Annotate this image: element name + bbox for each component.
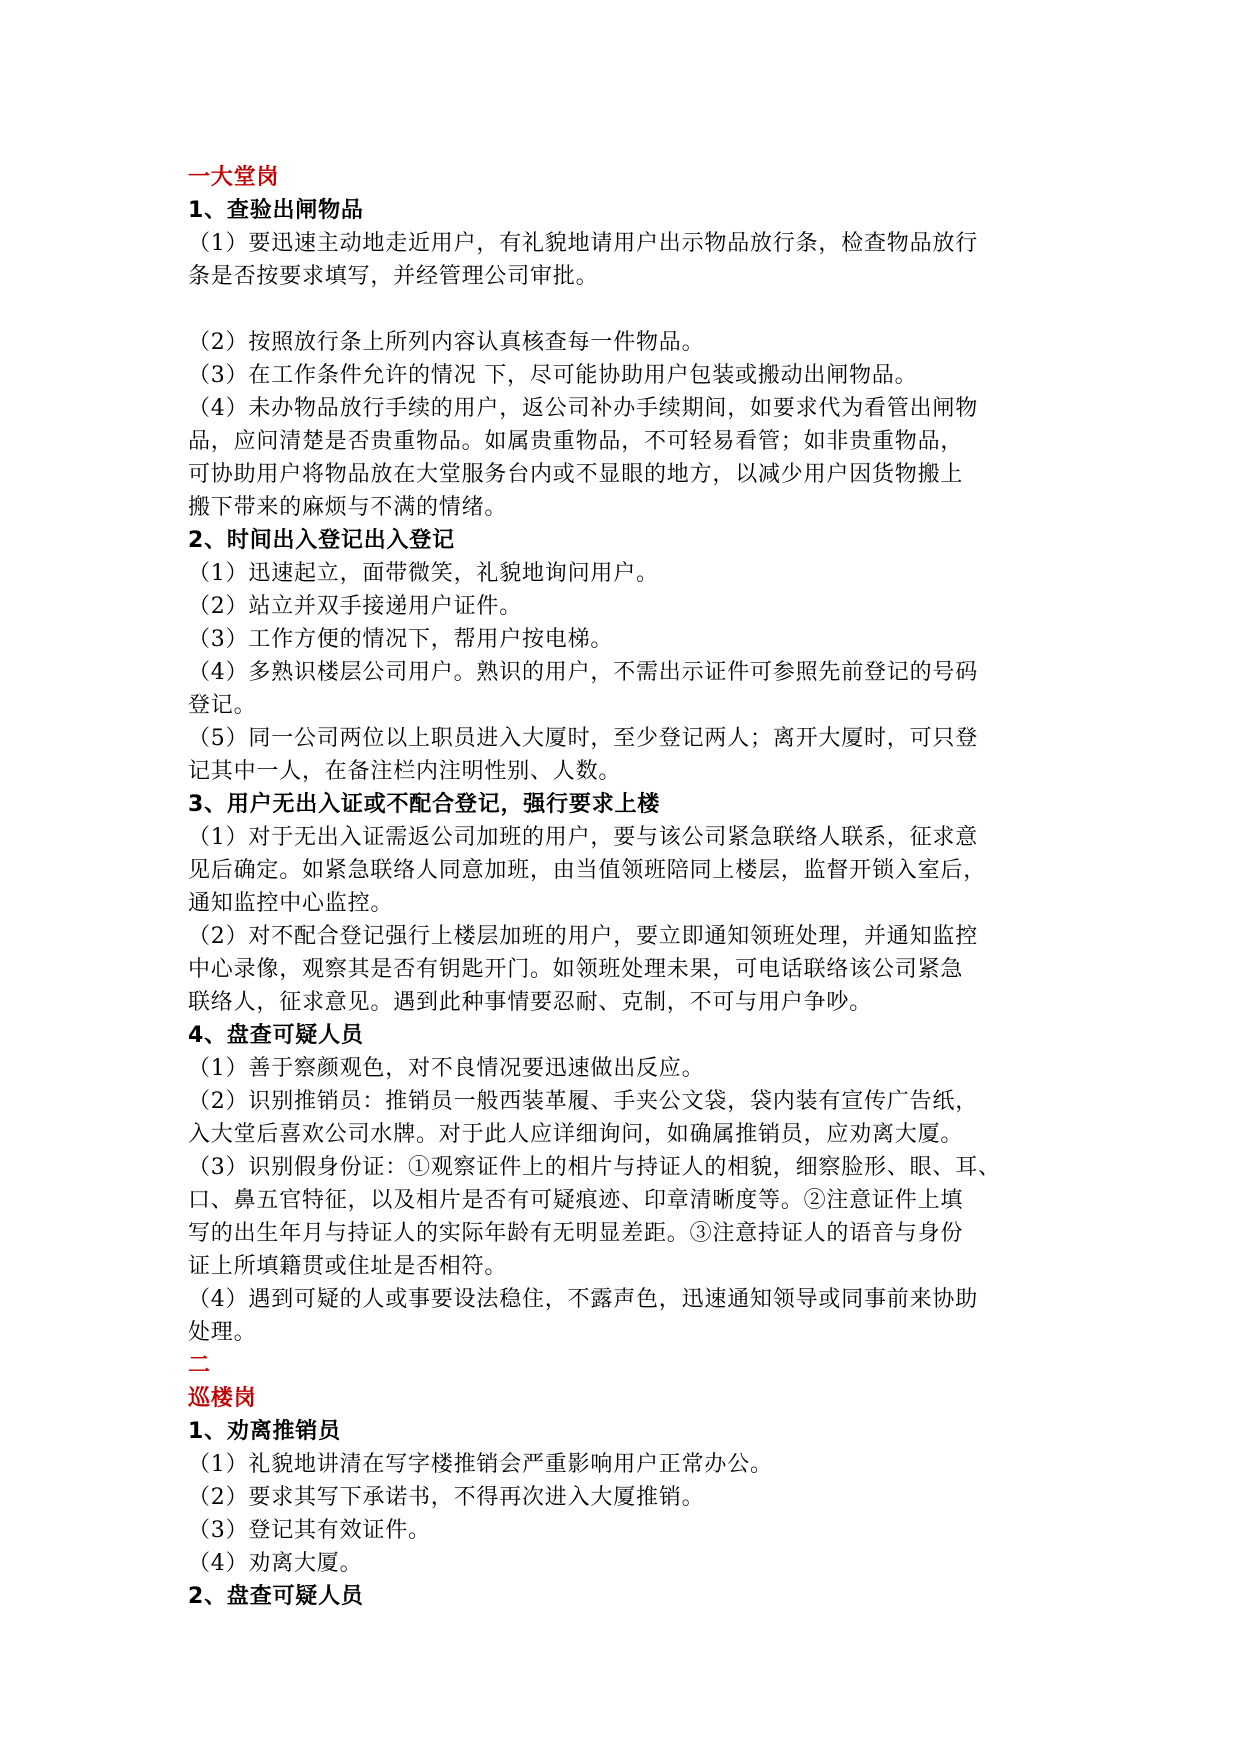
body-text-line: （3）登记其有效证件。 [188, 1518, 431, 1543]
section-title: 二 [188, 1353, 211, 1378]
body-text-line: 口、鼻五官特征，以及相片是否有可疑痕迹、印章清晰度等。②注意证件上填 [188, 1188, 964, 1213]
body-text-line: （1）要迅速主动地走近用户，有礼貌地请用户出示物品放行条，检查物品放行 [188, 231, 978, 256]
body-text-line: 入大堂后喜欢公司水牌。对于此人应详细询问，如确属推销员，应劝离大厦。 [188, 1122, 964, 1147]
body-text-line: 品，应问清楚是否贵重物品。如属贵重物品，不可轻易看管；如非贵重物品， [188, 429, 964, 454]
body-text-line: （4）多熟识楼层公司用户。熟识的用户，不需出示证件可参照先前登记的号码 [188, 660, 978, 685]
body-text-line: （4）遇到可疑的人或事要设法稳住，不露声色，迅速通知领导或同事前来协助 [188, 1287, 978, 1312]
body-text-line: 通知监控中心监控。 [188, 891, 394, 916]
body-text-line: 中心录像，观察其是否有钥匙开门。如领班处理未果，可电话联络该公司紧急 [188, 957, 964, 982]
subsection-heading: 1、劝离推销员 [188, 1419, 341, 1444]
section-title: 巡楼岗 [188, 1386, 257, 1411]
body-text-line: （1）迅速起立，面带微笑，礼貌地询问用户。 [188, 561, 659, 586]
body-text-line: （2）对不配合登记强行上楼层加班的用户，要立即通知领班处理，并通知监控 [188, 924, 978, 949]
body-text-line: （2）按照放行条上所列内容认真核查每一件物品。 [188, 330, 705, 355]
body-text-line: （1）对于无出入证需返公司加班的用户，要与该公司紧急联络人联系，征求意 [188, 825, 978, 850]
body-text-line: 记其中一人，在备注栏内注明性别、人数。 [188, 759, 622, 784]
subsection-heading: 3、用户无出入证或不配合登记，强行要求上楼 [188, 792, 661, 817]
body-text-line: （5）同一公司两位以上职员进入大厦时，至少登记两人；离开大厦时，可只登 [188, 726, 978, 751]
body-text-line: （4）劝离大厦。 [188, 1551, 363, 1576]
body-text-line: 见后确定。如紧急联络人同意加班，由当值领班陪同上楼层，监督开锁入室后， [188, 858, 987, 883]
body-text-line: 联络人，征求意见。遇到此种事情要忍耐、克制，不可与用户争吵。 [188, 990, 873, 1015]
body-text-line: （3）识别假身份证：①观察证件上的相片与持证人的相貌，细察脸形、眼、耳、 [188, 1155, 1001, 1180]
body-text-line: （4）未办物品放行手续的用户，返公司补办手续期间，如要求代为看管出闸物 [188, 396, 978, 421]
body-text-line: 写的出生年月与持证人的实际年龄有无明显差距。③注意持证人的语音与身份 [188, 1221, 964, 1246]
body-text-line: 登记。 [188, 693, 257, 718]
body-text-line: （3）在工作条件允许的情况 下，尽可能协助用户包装或搬动出闸物品。 [188, 363, 918, 388]
blank-line [188, 293, 1068, 326]
body-text-line: 处理。 [188, 1320, 257, 1345]
document-body [188, 161, 1068, 1613]
subsection-heading: 1、查验出闸物品 [188, 198, 364, 223]
subsection-heading: 2、盘查可疑人员 [188, 1584, 364, 1609]
body-text-line: 搬下带来的麻烦与不满的情绪。 [188, 495, 508, 520]
body-text-line: 证上所填籍贯或住址是否相符。 [188, 1254, 508, 1279]
body-text-line: （3）工作方便的情况下，帮用户按电梯。 [188, 627, 614, 652]
body-text-line: （2）要求其写下承诺书，不得再次进入大厦推销。 [188, 1485, 705, 1510]
body-text-line: （2）识别推销员：推销员一般西装革履、手夹公文袋，袋内装有宣传广告纸， [188, 1089, 978, 1114]
body-text-line: （1）礼貌地讲清在写字楼推销会严重影响用户正常办公。 [188, 1452, 773, 1477]
subsection-heading: 4、盘查可疑人员 [188, 1023, 364, 1048]
body-text-line: 条是否按要求填写，并经管理公司审批。 [188, 264, 599, 289]
section-title: 一大堂岗 [188, 165, 280, 190]
subsection-heading: 2、时间出入登记出入登记 [188, 528, 455, 553]
body-text-line: （1）善于察颜观色，对不良情况要迅速做出反应。 [188, 1056, 705, 1081]
body-text-line: 可协助用户将物品放在大堂服务台内或不显眼的地方，以减少用户因货物搬上 [188, 462, 964, 487]
body-text-line: （2）站立并双手接递用户证件。 [188, 594, 522, 619]
